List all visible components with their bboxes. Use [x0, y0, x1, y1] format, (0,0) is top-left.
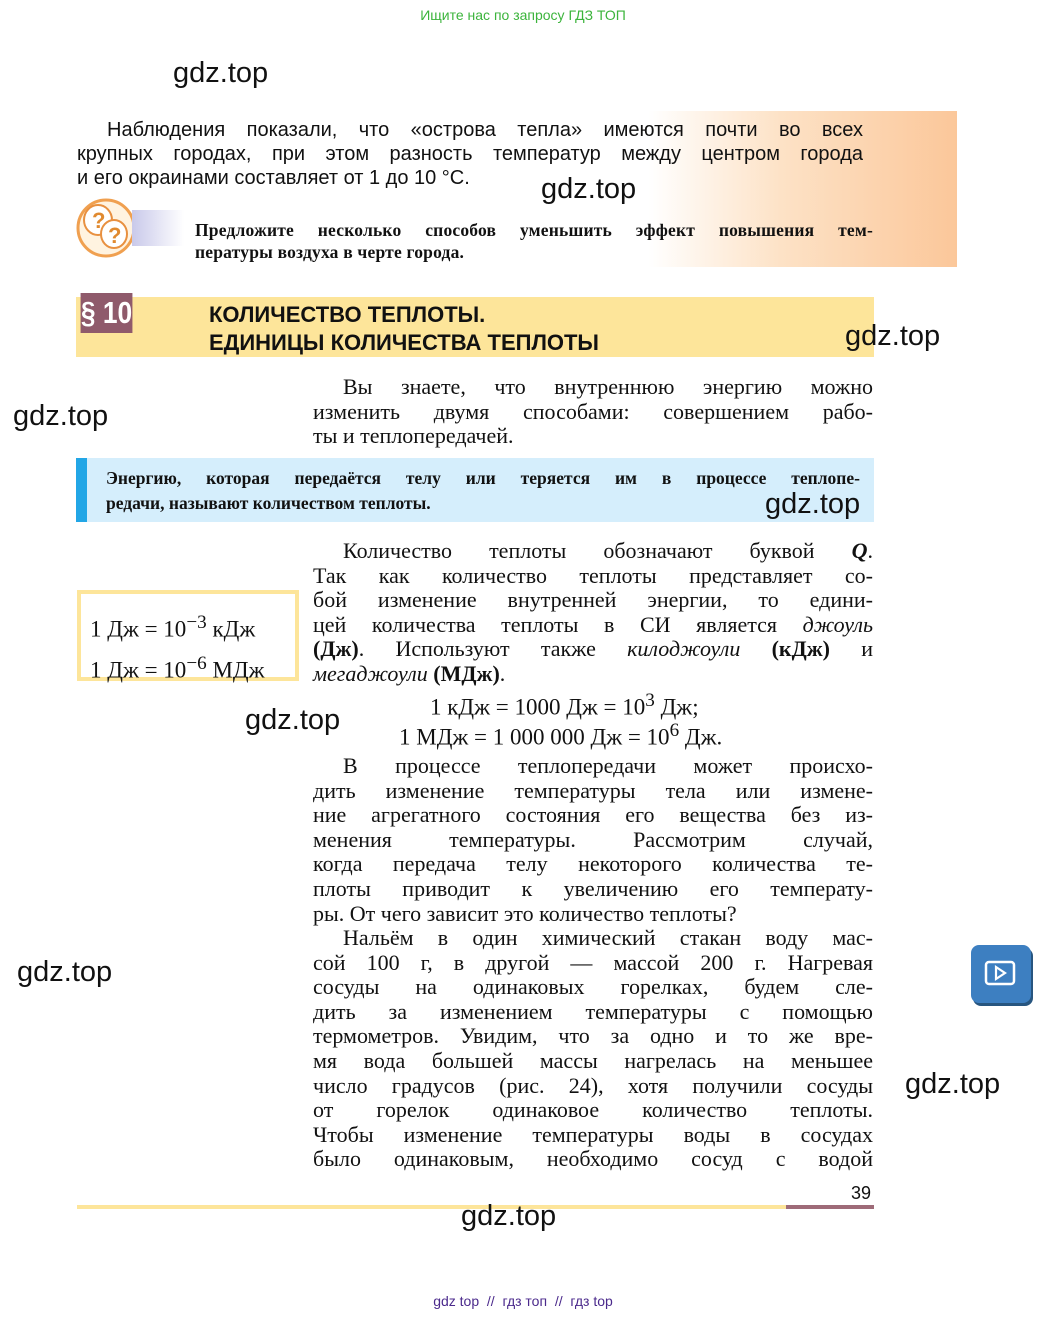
svg-text:?: ? [108, 223, 122, 248]
unit-line-1: 1 Дж = $10^{-3}$ кДж [90, 612, 256, 642]
text-line: дить за изменением температуры с помощью [313, 998, 873, 1024]
text-line: число градусов (рис. 24), хотя получили сосуды [313, 1072, 873, 1098]
footer-links[interactable]: gdz top // гдз топ // гдз top [433, 1293, 613, 1309]
intro-paragraph [77, 118, 863, 190]
text-line: пературы воздуха в черте города. [195, 242, 465, 262]
text-line: мя вода большей массы нагрелась на меньшее [313, 1047, 873, 1073]
text-line: менения температуры. Рассмотрим случай, [313, 826, 873, 852]
paragraph-3 [313, 754, 873, 926]
text-line: сой 100 г, в другой — массой 200 г. Нагревая [313, 949, 873, 975]
paragraph-1 [313, 375, 873, 449]
question-strip [132, 210, 184, 246]
watermark: gdz.top [17, 956, 113, 988]
text-line: и его окраинами составляет от 1 до 10 °С. [77, 167, 470, 189]
text-line: редачи, называют количеством теплоты. [106, 493, 431, 513]
text-line: сосуды на одинаковых горелках, будем сле- [313, 974, 873, 1000]
watermark: gdz.top [905, 1068, 1001, 1100]
text-line: Энергию, которая передаётся телу или теряется им в процессе теплопе- [106, 468, 860, 488]
watermark: gdz.top [765, 488, 861, 520]
footer-rule [77, 1205, 786, 1209]
section-title [209, 301, 599, 357]
text-line: дить изменение температуры тела или измене- [313, 777, 873, 803]
text-line: плоты приводит к увеличению его температу- [313, 875, 873, 901]
footer-rule-accent [786, 1205, 874, 1209]
video-play-button[interactable] [971, 945, 1031, 1003]
watermark: gdz.top [13, 400, 109, 432]
text-line: Предложите несколько способов уменьшить эффект повышения тем- [195, 220, 873, 240]
text-line: было одинаковым, необходимо сосуд с водой [313, 1146, 873, 1172]
text-line: крупных городах, при этом разность температур между центром города [77, 143, 863, 165]
text-line: мегаджоули (МДж). [313, 660, 506, 686]
text-line: ние агрегатного состояния его вещества без из- [313, 802, 873, 828]
paragraph-4 [313, 926, 873, 1172]
formula-mj: 1 МДж = 1 000 000 Дж = $10^6$ Дж. [399, 720, 723, 750]
text-line: термометров. Увидим, что за одно и то же вре- [313, 1023, 873, 1049]
page-number: 39 [851, 1183, 872, 1203]
definition-text [106, 466, 860, 516]
text-line: Вы знаете, что внутреннюю энергию можно [343, 374, 873, 399]
section-number: § 10 [81, 293, 133, 333]
text-line: когда передача телу некоторого количества те- [313, 851, 873, 877]
unit-conversion-box [77, 590, 299, 681]
text-line: от горелок одинаковое количество теплоты. [313, 1097, 873, 1123]
text-line: Так как количество теплоты представляет со- [313, 562, 873, 588]
formula-kj: 1 кДж = 1000 Дж = $10^3$ Дж; [430, 690, 699, 720]
text-line: Наблюдения показали, что «острова тепла» имеются почти во всех [107, 119, 863, 141]
question-icon [76, 198, 136, 258]
text-line: ты и теплопередачей. [313, 423, 514, 449]
text-line: бой изменение внутренней энергии, то едини- [313, 587, 873, 613]
text-line: Нальём в один химический стакан воду мас- [343, 925, 873, 950]
text-line: В процессе теплопередачи может происхо- [343, 753, 873, 778]
watermark: gdz.top [845, 320, 941, 352]
text-line: ры. От чего зависит это количество теплоты? [313, 900, 737, 926]
question-text [195, 219, 873, 263]
watermark: gdz.top [245, 704, 341, 736]
paragraph-2 [313, 539, 873, 687]
watermark: gdz.top [541, 173, 637, 205]
play-icon [971, 945, 1031, 1003]
text-line: Количество теплоты обозначают буквой Q. [343, 538, 873, 563]
watermark: gdz.top [461, 1200, 557, 1232]
text-line: изменить двумя способами: совершением рабо- [313, 398, 873, 424]
section-title-line2: ЕДИНИЦЫ КОЛИЧЕСТВА ТЕПЛОТЫ [209, 330, 599, 355]
unit-line-2: 1 Дж = $10^{-6}$ МДж [90, 652, 265, 683]
svg-text:?: ? [92, 208, 106, 233]
search-hint-link[interactable]: Ищите нас по запросу ГДЗ ТОП [420, 7, 626, 23]
watermark: gdz.top [173, 57, 269, 89]
text-line: Чтобы изменение температуры воды в сосудах [313, 1121, 873, 1147]
text-line: цей количества теплоты в СИ является джоуль [313, 611, 873, 637]
section-title-line1: КОЛИЧЕСТВО ТЕПЛОТЫ. [209, 302, 486, 327]
text-line: (Дж). Используют также килоджоули (кДж) и [313, 636, 873, 662]
